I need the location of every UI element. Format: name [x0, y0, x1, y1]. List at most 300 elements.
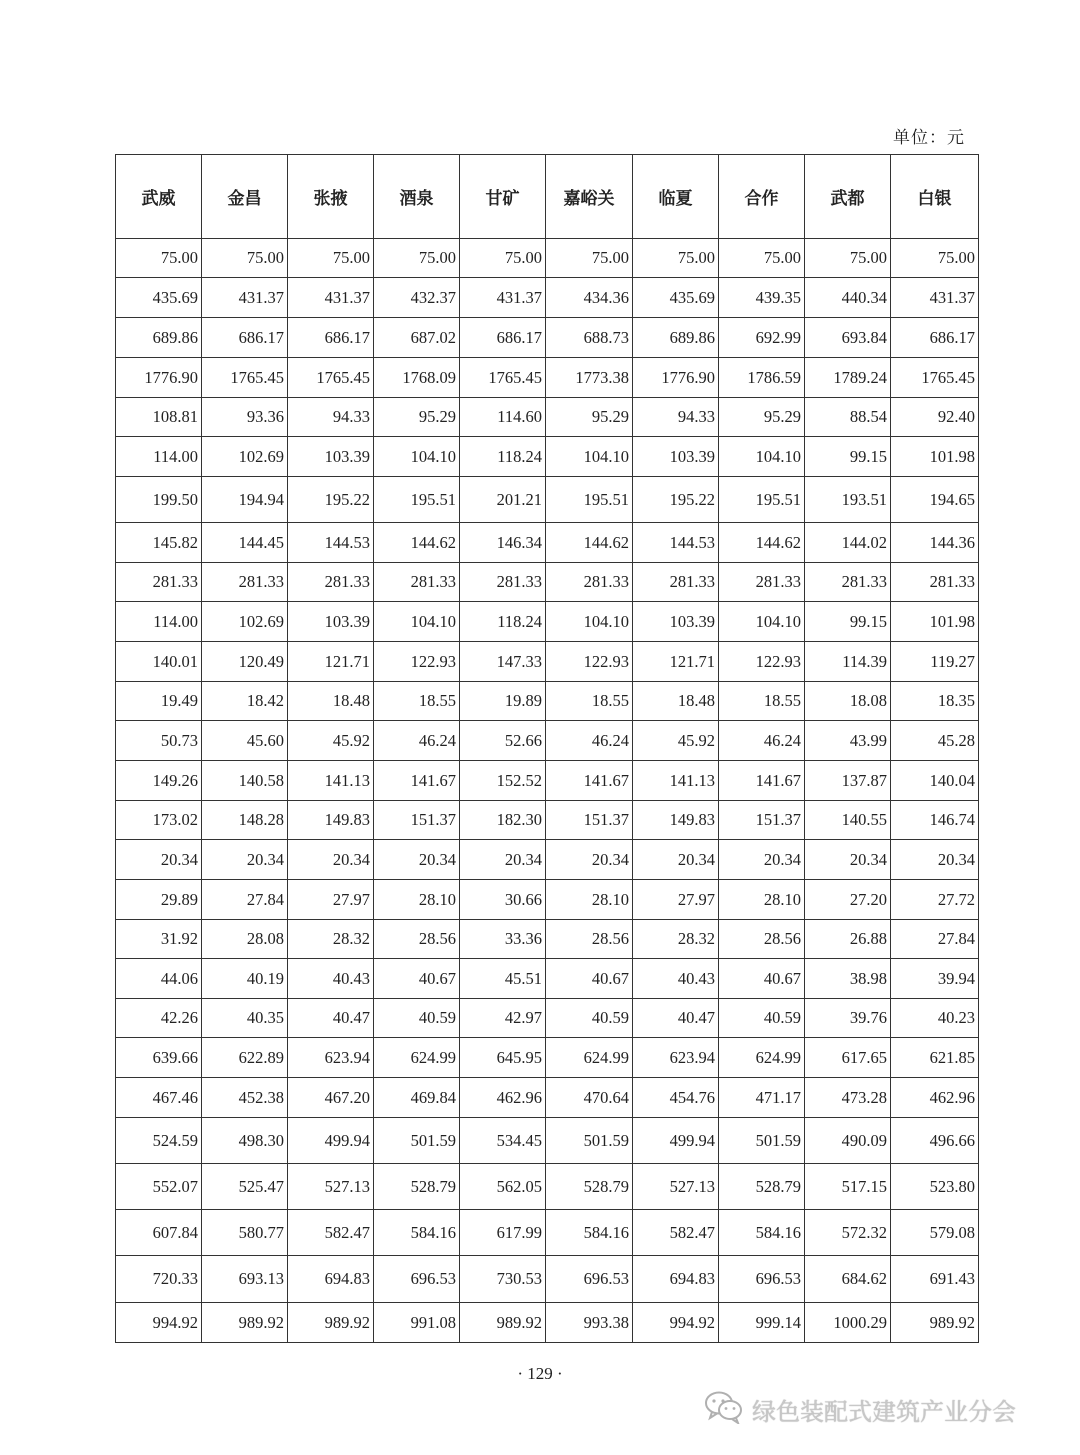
column-header: 白银 [891, 155, 979, 239]
table-cell: 552.07 [116, 1164, 202, 1210]
table-cell: 27.84 [891, 920, 979, 959]
column-header: 武都 [805, 155, 891, 239]
table-row [116, 602, 979, 642]
table-row [116, 721, 979, 761]
table-cell: 499.94 [288, 1118, 374, 1164]
table-cell: 1773.38 [546, 358, 633, 398]
table-cell: 27.72 [891, 880, 979, 920]
table-cell: 46.24 [546, 721, 633, 761]
table-cell: 467.46 [116, 1078, 202, 1118]
table-cell: 173.02 [116, 801, 202, 840]
table-cell: 99.15 [805, 437, 891, 477]
table-cell: 431.37 [891, 278, 979, 318]
table-row [116, 563, 979, 602]
table-cell: 26.88 [805, 920, 891, 959]
table-cell: 28.10 [719, 880, 805, 920]
table-cell: 694.83 [288, 1256, 374, 1303]
table-cell: 75.00 [633, 239, 719, 278]
table-cell: 27.97 [288, 880, 374, 920]
table-cell: 439.35 [719, 278, 805, 318]
table-cell: 498.30 [202, 1118, 288, 1164]
table-cell: 686.17 [288, 318, 374, 358]
table-cell: 582.47 [288, 1210, 374, 1256]
table-cell: 52.66 [460, 721, 546, 761]
table-cell: 101.98 [891, 602, 979, 642]
table-cell: 1776.90 [116, 358, 202, 398]
table-cell: 693.84 [805, 318, 891, 358]
table-cell: 582.47 [633, 1210, 719, 1256]
table-cell: 50.73 [116, 721, 202, 761]
table-cell: 92.40 [891, 398, 979, 437]
table-cell: 114.60 [460, 398, 546, 437]
table-cell: 141.13 [633, 761, 719, 801]
table-cell: 281.33 [460, 563, 546, 602]
table-cell: 103.39 [633, 602, 719, 642]
table-cell: 141.67 [374, 761, 460, 801]
table-cell: 20.34 [546, 840, 633, 880]
table-cell: 40.59 [546, 999, 633, 1038]
table-cell: 469.84 [374, 1078, 460, 1118]
table-cell: 44.06 [116, 959, 202, 999]
table-cell: 104.10 [374, 602, 460, 642]
table-cell: 687.02 [374, 318, 460, 358]
table-cell: 462.96 [460, 1078, 546, 1118]
table-cell: 1765.45 [891, 358, 979, 398]
table-cell: 195.51 [374, 477, 460, 523]
table-cell: 686.17 [891, 318, 979, 358]
table-cell: 40.59 [719, 999, 805, 1038]
table-cell: 18.42 [202, 682, 288, 721]
table-cell: 18.08 [805, 682, 891, 721]
table-cell: 99.15 [805, 602, 891, 642]
table-cell: 42.26 [116, 999, 202, 1038]
table-cell: 151.37 [374, 801, 460, 840]
table-cell: 39.94 [891, 959, 979, 999]
table-cell: 20.34 [891, 840, 979, 880]
table-cell: 152.52 [460, 761, 546, 801]
table-cell: 151.37 [719, 801, 805, 840]
table-cell: 584.16 [719, 1210, 805, 1256]
table-cell: 18.48 [633, 682, 719, 721]
table-cell: 28.32 [633, 920, 719, 959]
column-header: 嘉峪关 [546, 155, 633, 239]
table-cell: 572.32 [805, 1210, 891, 1256]
table-cell: 1765.45 [202, 358, 288, 398]
table-cell: 434.36 [546, 278, 633, 318]
table-cell: 19.89 [460, 682, 546, 721]
table-cell: 104.10 [546, 437, 633, 477]
table-cell: 40.67 [719, 959, 805, 999]
table-cell: 148.28 [202, 801, 288, 840]
table-cell: 45.28 [891, 721, 979, 761]
table-cell: 102.69 [202, 437, 288, 477]
table-cell: 149.83 [633, 801, 719, 840]
table-cell: 617.99 [460, 1210, 546, 1256]
table-cell: 144.62 [719, 523, 805, 563]
unit-label: 单位：元 [893, 128, 965, 148]
table-cell: 114.39 [805, 642, 891, 682]
table-cell: 28.56 [374, 920, 460, 959]
table-cell: 140.55 [805, 801, 891, 840]
table-cell: 994.92 [633, 1303, 719, 1343]
table-cell: 75.00 [374, 239, 460, 278]
table-cell: 281.33 [202, 563, 288, 602]
table-cell: 40.67 [546, 959, 633, 999]
table-cell: 28.10 [374, 880, 460, 920]
table-cell: 431.37 [460, 278, 546, 318]
table-cell: 281.33 [546, 563, 633, 602]
table-cell: 40.23 [891, 999, 979, 1038]
table-cell: 108.81 [116, 398, 202, 437]
table-cell: 141.67 [546, 761, 633, 801]
table-cell: 122.93 [374, 642, 460, 682]
table-row [116, 1210, 979, 1256]
table-cell: 991.08 [374, 1303, 460, 1343]
table-cell: 40.19 [202, 959, 288, 999]
table-cell: 144.62 [374, 523, 460, 563]
table-cell: 40.47 [633, 999, 719, 1038]
column-header: 甘矿 [460, 155, 546, 239]
table-cell: 40.43 [288, 959, 374, 999]
table-cell: 141.13 [288, 761, 374, 801]
table-cell: 75.00 [288, 239, 374, 278]
table-cell: 281.33 [891, 563, 979, 602]
table-cell: 75.00 [202, 239, 288, 278]
table-cell: 20.34 [374, 840, 460, 880]
table-cell: 104.10 [719, 602, 805, 642]
table-cell: 624.99 [374, 1038, 460, 1078]
table-cell: 28.32 [288, 920, 374, 959]
table-cell: 104.10 [546, 602, 633, 642]
table-cell: 40.67 [374, 959, 460, 999]
table-row [116, 1078, 979, 1118]
table-cell: 28.56 [719, 920, 805, 959]
table-cell: 151.37 [546, 801, 633, 840]
table-cell: 1765.45 [288, 358, 374, 398]
column-header: 临夏 [633, 155, 719, 239]
table-cell: 562.05 [460, 1164, 546, 1210]
table-cell: 462.96 [891, 1078, 979, 1118]
table-cell: 579.08 [891, 1210, 979, 1256]
table-cell: 195.22 [288, 477, 374, 523]
table-row [116, 761, 979, 801]
table-cell: 46.24 [719, 721, 805, 761]
table-cell: 467.20 [288, 1078, 374, 1118]
table-row [116, 523, 979, 563]
page-number: · 129 · [517, 1364, 563, 1383]
wechat-icon [704, 1390, 744, 1428]
table-cell: 523.80 [891, 1164, 979, 1210]
table-cell: 30.66 [460, 880, 546, 920]
table-cell: 999.14 [719, 1303, 805, 1343]
table-cell: 435.69 [116, 278, 202, 318]
table-cell: 28.08 [202, 920, 288, 959]
table-cell: 39.76 [805, 999, 891, 1038]
table-cell: 490.09 [805, 1118, 891, 1164]
table-cell: 45.92 [633, 721, 719, 761]
table-cell: 114.00 [116, 437, 202, 477]
table-cell: 524.59 [116, 1118, 202, 1164]
table-cell: 580.77 [202, 1210, 288, 1256]
table-cell: 623.94 [288, 1038, 374, 1078]
table-cell: 118.24 [460, 437, 546, 477]
table-cell: 720.33 [116, 1256, 202, 1303]
table-cell: 528.79 [374, 1164, 460, 1210]
table-cell: 617.65 [805, 1038, 891, 1078]
table-cell: 40.35 [202, 999, 288, 1038]
table-cell: 691.43 [891, 1256, 979, 1303]
table-cell: 75.00 [805, 239, 891, 278]
table-row [116, 920, 979, 959]
table-body [116, 239, 979, 1343]
watermark-text: 绿色装配式建筑产业分会 [752, 1397, 1016, 1426]
table-cell: 20.34 [633, 840, 719, 880]
table-cell: 144.62 [546, 523, 633, 563]
table-cell: 40.43 [633, 959, 719, 999]
table-cell: 20.34 [719, 840, 805, 880]
column-header: 武威 [116, 155, 202, 239]
table-row [116, 642, 979, 682]
table-cell: 27.97 [633, 880, 719, 920]
table-cell: 20.34 [202, 840, 288, 880]
table-cell: 19.49 [116, 682, 202, 721]
header-row [116, 155, 979, 239]
table-row [116, 239, 979, 278]
table-cell: 730.53 [460, 1256, 546, 1303]
table-row [116, 477, 979, 523]
table-cell: 470.64 [546, 1078, 633, 1118]
table-cell: 623.94 [633, 1038, 719, 1078]
table-cell: 149.26 [116, 761, 202, 801]
table-cell: 696.53 [546, 1256, 633, 1303]
table-cell: 989.92 [202, 1303, 288, 1343]
table-cell: 499.94 [633, 1118, 719, 1164]
table-cell: 496.66 [891, 1118, 979, 1164]
table-cell: 692.99 [719, 318, 805, 358]
table-cell: 45.92 [288, 721, 374, 761]
table-cell: 120.49 [202, 642, 288, 682]
table-cell: 147.33 [460, 642, 546, 682]
table-cell: 693.13 [202, 1256, 288, 1303]
table-cell: 1786.59 [719, 358, 805, 398]
table-cell: 20.34 [460, 840, 546, 880]
table-cell: 989.92 [460, 1303, 546, 1343]
table-cell: 118.24 [460, 602, 546, 642]
price-table [115, 154, 979, 1343]
table-cell: 18.55 [374, 682, 460, 721]
table-cell: 622.89 [202, 1038, 288, 1078]
table-row [116, 278, 979, 318]
table-cell: 501.59 [719, 1118, 805, 1164]
table-cell: 645.95 [460, 1038, 546, 1078]
table-cell: 75.00 [116, 239, 202, 278]
table-cell: 686.17 [202, 318, 288, 358]
table-cell: 686.17 [460, 318, 546, 358]
table-cell: 1789.24 [805, 358, 891, 398]
table-cell: 199.50 [116, 477, 202, 523]
table-cell: 281.33 [374, 563, 460, 602]
table-cell: 20.34 [288, 840, 374, 880]
table-cell: 452.38 [202, 1078, 288, 1118]
table-cell: 149.83 [288, 801, 374, 840]
table-cell: 440.34 [805, 278, 891, 318]
table-cell: 102.69 [202, 602, 288, 642]
table-cell: 621.85 [891, 1038, 979, 1078]
table-row [116, 682, 979, 721]
table-cell: 140.01 [116, 642, 202, 682]
table-cell: 88.54 [805, 398, 891, 437]
table-cell: 140.58 [202, 761, 288, 801]
table-cell: 141.67 [719, 761, 805, 801]
table-cell: 501.59 [374, 1118, 460, 1164]
table-cell: 989.92 [288, 1303, 374, 1343]
table-cell: 525.47 [202, 1164, 288, 1210]
table-cell: 281.33 [719, 563, 805, 602]
table-cell: 1768.09 [374, 358, 460, 398]
table-cell: 27.84 [202, 880, 288, 920]
table-cell: 144.53 [633, 523, 719, 563]
table-cell: 28.10 [546, 880, 633, 920]
table-row [116, 1256, 979, 1303]
table-cell: 684.62 [805, 1256, 891, 1303]
table-cell: 431.37 [202, 278, 288, 318]
table-cell: 584.16 [546, 1210, 633, 1256]
table-cell: 42.97 [460, 999, 546, 1038]
table-cell: 989.92 [891, 1303, 979, 1343]
table-cell: 994.92 [116, 1303, 202, 1343]
table-cell: 584.16 [374, 1210, 460, 1256]
table-cell: 527.13 [633, 1164, 719, 1210]
table-row [116, 318, 979, 358]
table-row [116, 840, 979, 880]
table-cell: 33.36 [460, 920, 546, 959]
table-cell: 182.30 [460, 801, 546, 840]
table-row [116, 801, 979, 840]
table-cell: 46.24 [374, 721, 460, 761]
table-cell: 94.33 [633, 398, 719, 437]
table-cell: 18.55 [719, 682, 805, 721]
table-cell: 689.86 [116, 318, 202, 358]
table-cell: 281.33 [805, 563, 891, 602]
table-cell: 471.17 [719, 1078, 805, 1118]
table-row [116, 1038, 979, 1078]
table-cell: 194.94 [202, 477, 288, 523]
table-cell: 144.36 [891, 523, 979, 563]
table-cell: 194.65 [891, 477, 979, 523]
table-cell: 103.39 [288, 437, 374, 477]
table-cell: 140.04 [891, 761, 979, 801]
table-cell: 1000.29 [805, 1303, 891, 1343]
table-cell: 122.93 [719, 642, 805, 682]
table-cell: 696.53 [719, 1256, 805, 1303]
table-cell: 95.29 [546, 398, 633, 437]
table-cell: 624.99 [719, 1038, 805, 1078]
table-cell: 534.45 [460, 1118, 546, 1164]
table-cell: 45.60 [202, 721, 288, 761]
table-row [116, 1164, 979, 1210]
table-cell: 75.00 [460, 239, 546, 278]
table-cell: 435.69 [633, 278, 719, 318]
table-cell: 18.35 [891, 682, 979, 721]
table-cell: 431.37 [288, 278, 374, 318]
table-cell: 104.10 [719, 437, 805, 477]
column-header: 金昌 [202, 155, 288, 239]
table-cell: 1776.90 [633, 358, 719, 398]
table-row [116, 880, 979, 920]
table-row [116, 358, 979, 398]
table-cell: 101.98 [891, 437, 979, 477]
table-cell: 144.02 [805, 523, 891, 563]
table-cell: 75.00 [719, 239, 805, 278]
table-cell: 1765.45 [460, 358, 546, 398]
table-cell: 103.39 [288, 602, 374, 642]
table-cell: 688.73 [546, 318, 633, 358]
table-cell: 432.37 [374, 278, 460, 318]
table-cell: 607.84 [116, 1210, 202, 1256]
table-cell: 104.10 [374, 437, 460, 477]
table-row [116, 959, 979, 999]
table-cell: 137.87 [805, 761, 891, 801]
table-cell: 119.27 [891, 642, 979, 682]
table-cell: 20.34 [116, 840, 202, 880]
table-cell: 40.59 [374, 999, 460, 1038]
table-cell: 122.93 [546, 642, 633, 682]
watermark [704, 1390, 1016, 1428]
table-cell: 694.83 [633, 1256, 719, 1303]
column-header: 酒泉 [374, 155, 460, 239]
table-row [116, 437, 979, 477]
table-cell: 528.79 [546, 1164, 633, 1210]
table-cell: 696.53 [374, 1256, 460, 1303]
table-cell: 473.28 [805, 1078, 891, 1118]
table-cell: 18.48 [288, 682, 374, 721]
table-cell: 103.39 [633, 437, 719, 477]
table-cell: 31.92 [116, 920, 202, 959]
table-cell: 38.98 [805, 959, 891, 999]
table-row [116, 999, 979, 1038]
table-cell: 193.51 [805, 477, 891, 523]
table-cell: 40.47 [288, 999, 374, 1038]
table-cell: 45.51 [460, 959, 546, 999]
table-cell: 146.34 [460, 523, 546, 563]
table-cell: 93.36 [202, 398, 288, 437]
table-cell: 75.00 [891, 239, 979, 278]
table-cell: 281.33 [116, 563, 202, 602]
table-cell: 689.86 [633, 318, 719, 358]
table-cell: 281.33 [288, 563, 374, 602]
table-cell: 501.59 [546, 1118, 633, 1164]
table-row [116, 398, 979, 437]
table-cell: 144.45 [202, 523, 288, 563]
table-cell: 146.74 [891, 801, 979, 840]
table-row [116, 1303, 979, 1343]
table-cell: 114.00 [116, 602, 202, 642]
table-cell: 75.00 [546, 239, 633, 278]
table-cell: 527.13 [288, 1164, 374, 1210]
column-header: 合作 [719, 155, 805, 239]
table-cell: 27.20 [805, 880, 891, 920]
table-cell: 121.71 [288, 642, 374, 682]
table-cell: 29.89 [116, 880, 202, 920]
column-header: 张掖 [288, 155, 374, 239]
table-cell: 201.21 [460, 477, 546, 523]
table-cell: 95.29 [719, 398, 805, 437]
table-cell: 281.33 [633, 563, 719, 602]
table-cell: 624.99 [546, 1038, 633, 1078]
table-cell: 94.33 [288, 398, 374, 437]
table-row [116, 1118, 979, 1164]
table-cell: 195.51 [719, 477, 805, 523]
